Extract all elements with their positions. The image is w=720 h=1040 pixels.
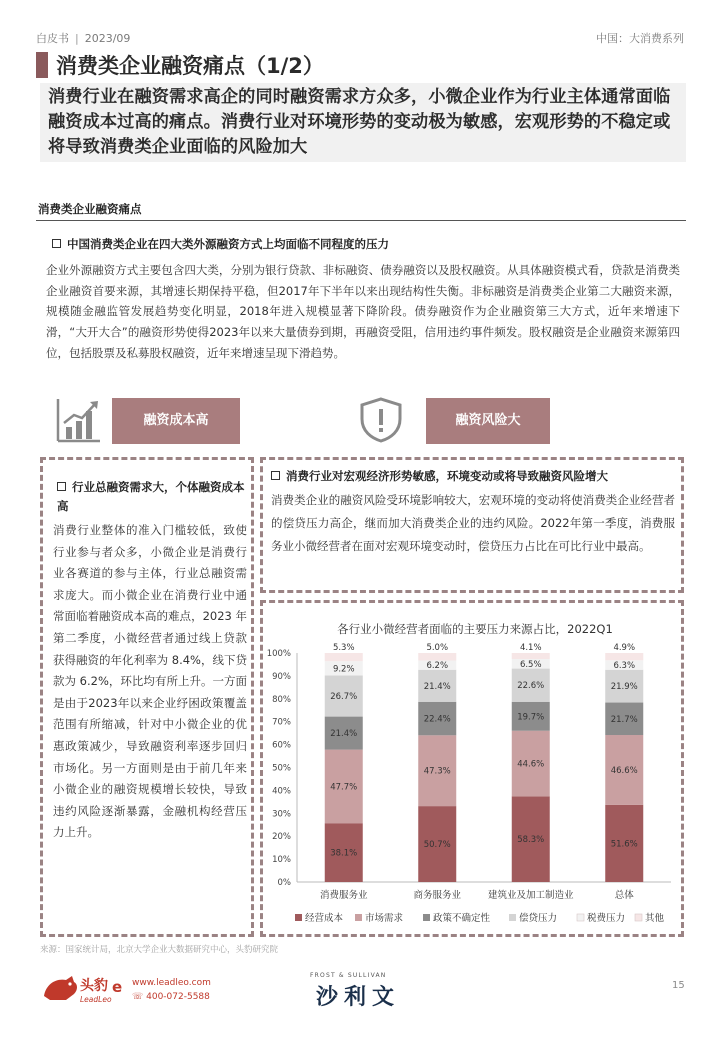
data-label: 21.9% — [610, 682, 638, 693]
phone-icon: ☏ — [132, 992, 147, 1002]
bar-segment — [418, 653, 456, 660]
stacked-bar-chart — [263, 603, 681, 934]
bar-segment — [605, 653, 643, 660]
section-label: 消费类企业融资痛点 — [38, 202, 142, 216]
badge-financing-risk: 融资风险大 — [426, 398, 550, 444]
leadleo-logo — [40, 970, 130, 1006]
frost-sullivan-cn: 沙利文 — [316, 985, 401, 1010]
y-tick-label: 60% — [272, 740, 291, 751]
legend-swatch — [577, 914, 584, 921]
source-note: 来源：国家统计局，北京大学企业大数据研究中心，头豹研究院 — [40, 945, 279, 955]
data-label: 38.1% — [330, 848, 358, 859]
section-divider — [36, 220, 686, 221]
brand-en: LeadLeo — [80, 995, 112, 1004]
bar-segment — [325, 653, 363, 661]
bar-chart-growth-icon — [56, 397, 102, 443]
sub-heading — [52, 236, 389, 252]
data-label: 44.6% — [517, 759, 545, 770]
phone-number: 400-072-5588 — [146, 992, 210, 1002]
checkbox-square-icon — [57, 482, 66, 491]
e-logo-icon: e — [112, 978, 123, 996]
data-label: 9.2% — [332, 664, 355, 675]
y-tick-label: 10% — [272, 855, 291, 866]
frost-sullivan-en: FROST & SULLIVAN — [310, 972, 387, 979]
header-separator: | — [75, 32, 79, 45]
data-label: 51.6% — [610, 839, 638, 850]
y-tick-label: 90% — [272, 671, 291, 682]
legend-swatch — [355, 914, 362, 921]
x-category-label: 总体 — [614, 890, 634, 901]
y-tick-label: 40% — [272, 786, 291, 797]
data-label: 6.3% — [613, 661, 636, 672]
data-label: 21.7% — [610, 714, 638, 725]
header-doc-info — [36, 30, 130, 46]
checkbox-square-icon — [271, 471, 280, 480]
y-tick-label: 70% — [272, 717, 291, 728]
header-series: 中国：大消费系列 — [596, 32, 684, 45]
legend-label: 政策不确定性 — [433, 913, 491, 924]
data-label: 50.7% — [423, 840, 451, 851]
data-label: 6.2% — [426, 661, 449, 672]
bar-segment — [512, 653, 550, 659]
data-label: 21.4% — [423, 681, 451, 692]
badge-financing-cost: 融资成本高 — [112, 398, 240, 444]
y-tick-label: 0% — [277, 878, 291, 888]
title-accent-bar — [36, 52, 48, 78]
data-label: 22.4% — [423, 714, 451, 725]
x-category-label: 建筑业及加工制造业 — [487, 890, 574, 901]
page-number: 15 — [672, 980, 685, 991]
sub-heading-text: 中国消费类企业在四大类外源融资方式上均面临不同程度的压力 — [67, 237, 389, 251]
page-title: 消费类企业融资痛点（1/2） — [56, 54, 324, 78]
cost-detail-box — [40, 457, 254, 937]
x-category-label: 商务服务业 — [413, 890, 462, 901]
cost-box-body: 消费行业整体的准入门槛较低，致使行业参与者众多，小微企业是消费行业各赛道的参与主体，行业总融资需求庞大。而小微企业在消费行业中通常面临着融资成本高的难点，2023 年第二季度，小微经营者通过线上贷款获得融资的年化利率为 8.4%，线下贷款为 6.2%，环比均有所上升。一方面是由于2023年以来企业纾困政策覆盖范围有所缩减，针对中小微企业的优惠政策减少，导致融资利率逐步回归市场化。另一方面则是由于前几年来小微企业的融资规模增长较快，导致违约风险逐渐暴露，金融机构经营压力上升。 — [53, 523, 247, 840]
cost-box-heading-text: 行业总融资需求大，个体融资成本高 — [57, 480, 245, 513]
risk-box-heading-text: 消费行业对宏观经济形势敏感，环境变动或将导致融资风险增大 — [286, 469, 608, 483]
risk-box-body: 消费类企业的融资风险受环境影响较大，宏观环境的变动将使消费类企业经营者的偿贷压力高企，继而加大消费类企业的违约风险。2022年第一季度，消费服务业小微经营者在面对宏观环境变动时，偿贷压力占比在可比行业中最高。 — [271, 493, 675, 553]
data-label: 5.3% — [332, 643, 355, 653]
data-label: 47.7% — [330, 782, 358, 793]
legend-label: 经营成本 — [305, 913, 344, 924]
y-tick-label: 30% — [272, 809, 291, 820]
data-label: 22.6% — [517, 681, 545, 692]
legend-swatch — [423, 914, 430, 921]
legend-swatch — [295, 914, 302, 921]
legend-label: 其他 — [645, 913, 665, 924]
data-label: 6.5% — [519, 659, 542, 670]
legend-label: 偿贷压力 — [519, 913, 558, 924]
data-label: 5.0% — [426, 643, 449, 653]
data-label: 26.7% — [330, 691, 358, 702]
x-category-label: 消费服务业 — [319, 890, 368, 901]
data-label: 58.3% — [517, 835, 545, 846]
data-label: 19.7% — [517, 712, 545, 723]
data-label: 21.4% — [330, 729, 358, 740]
y-tick-label: 100% — [266, 649, 291, 659]
body-paragraph: 企业外源融资方式主要包含四大类，分别为银行贷款、非标融资、债券融资以及股权融资。从具体融资模式看，贷款是消费类企业融资首要来源，其增速长期保持平稳，但2017年下半年以来出现结构性失衡。非标融资是消费类企业第二大融资来源，规模随金融监管发展趋势变化明显，2018年进入规模显著下降阶段。债券融资作为企业融资第三大方式，近年来增速下滑，“大开大合”的融资形势使得2023年以来大量债券到期，再融资受阻，信用违约事件频发。股权融资是企业融资来源第四位，包括股票及私募股权融资，近年来增速呈现下滑趋势。 — [46, 263, 680, 360]
legend-swatch — [635, 914, 642, 921]
shield-alert-icon — [358, 397, 404, 443]
data-label: 47.3% — [423, 766, 451, 777]
data-label: 46.6% — [610, 765, 638, 776]
summary-banner: 消费行业在融资需求高企的同时融资需求方众多，小微企业作为行业主体通常面临融资成本过高的痛点。消费行业对环境形势的变动极为敏感，宏观形势的不稳定或将导致消费类企业面临的风险加大 — [40, 83, 686, 162]
data-label: 4.9% — [613, 643, 636, 653]
leadleo-phone — [132, 992, 210, 1002]
chart-box — [260, 600, 684, 937]
cost-box-heading — [57, 478, 245, 516]
doc-date: 2023/09 — [84, 32, 131, 45]
brand-cn: 头豹 — [80, 978, 108, 994]
data-label: 4.1% — [519, 643, 542, 653]
legend-swatch — [509, 914, 516, 921]
risk-detail-box — [260, 457, 684, 593]
legend-label: 税费压力 — [587, 913, 626, 924]
y-tick-label: 80% — [272, 694, 291, 705]
y-tick-label: 50% — [272, 763, 291, 774]
leadleo-url[interactable]: www.leadleo.com — [132, 978, 211, 988]
checkbox-square-icon — [52, 239, 61, 248]
doc-type: 白皮书 — [36, 32, 69, 45]
chart-title: 各行业小微经营者面临的主要压力来源占比，2022Q1 — [337, 622, 613, 636]
risk-box-heading — [271, 468, 675, 484]
legend-label: 市场需求 — [365, 913, 404, 924]
y-tick-label: 20% — [272, 832, 291, 843]
